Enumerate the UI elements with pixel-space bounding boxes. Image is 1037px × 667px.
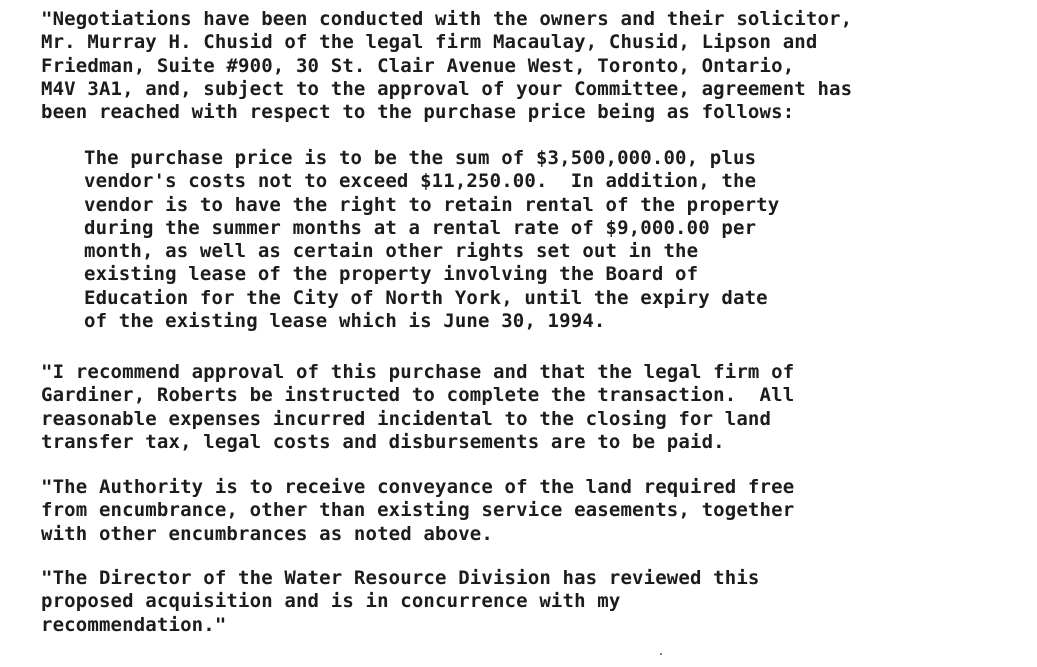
paragraph-purchase-terms: The purchase price is to be the sum of $3,500,000.00, plus vendor's costs not to exceed $11,250.00. In addition, the vendor is to have the right to retain rental of the property during the summer months at a rental rate of $9,000.00 per month, as well as certain other rights set out in the existing lease of the property involving the Board of Education for the City of North York, until the expiry date of the existing lease which is June 30, 1994. (84, 147, 780, 333)
paragraph-director-review: "The Director of the Water Resource Division has reviewed this proposed acquisition and is in concurrence with my recommendation." (41, 567, 760, 636)
paragraph-conveyance: "The Authority is to receive conveyance of the land required free from encumbrance, other than existing service easements, together with other encumbrances as noted above. (41, 476, 795, 545)
scan-speck (660, 653, 662, 655)
paragraph-negotiations: "Negotiations have been conducted with the owners and their solicitor, Mr. Murray H. Chusid of the legal firm Macaulay, Chusid, Lipson and Friedman, Suite #900, 30 St. Clair Avenue West, Toronto, Ontario, M4V 3A1, and, subject to the approval of your Committee, agreement has been reached with respect to the purchase price being as follows: (41, 8, 853, 124)
paragraph-recommendation: "I recommend approval of this purchase and that the legal firm of Gardiner, Roberts be instructed to complete the transaction. All reasonable expenses incurred incidental to the closing for land transfer tax, legal costs and disbursements are to be paid. (41, 361, 795, 453)
